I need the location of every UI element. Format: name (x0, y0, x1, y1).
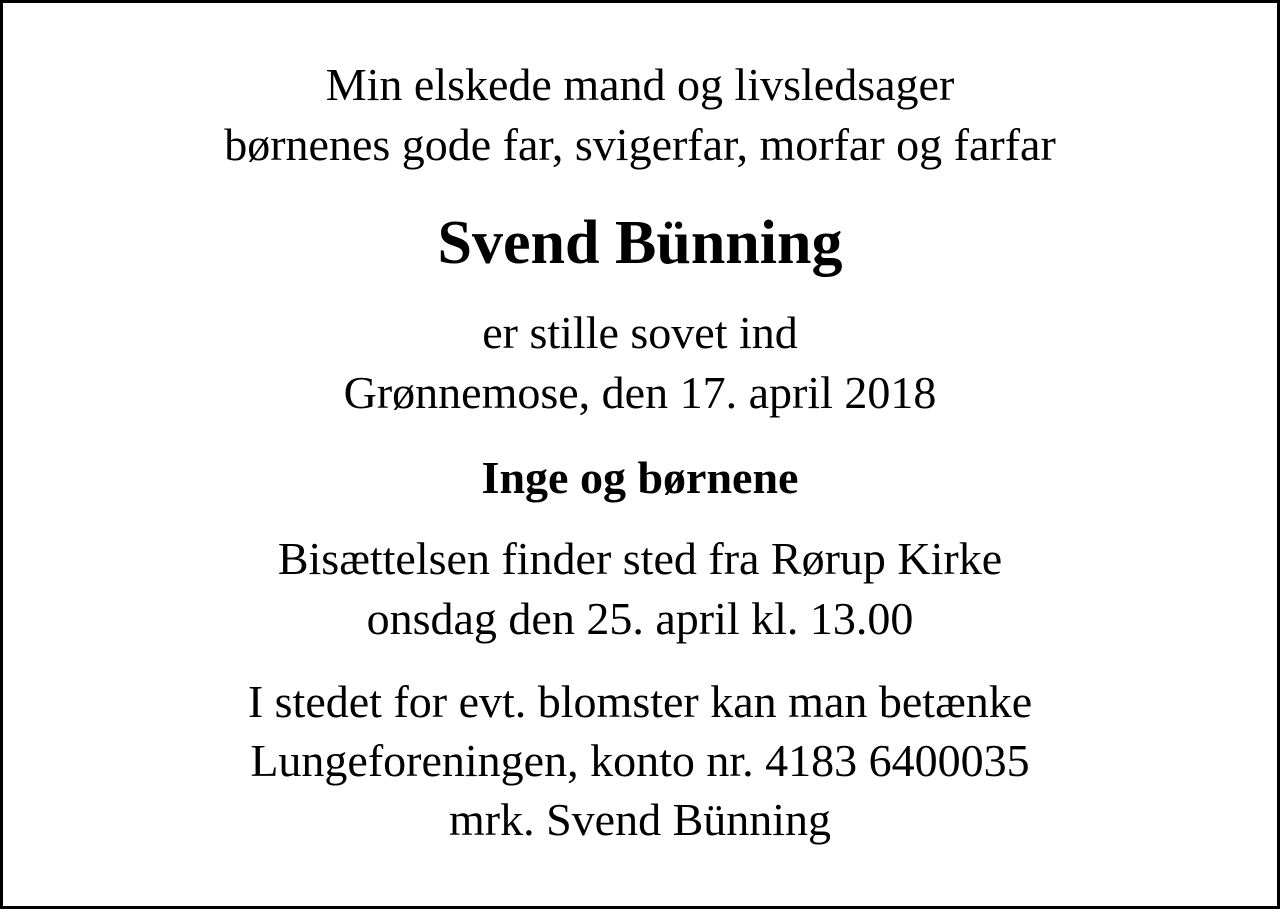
deceased-name: Svend Bünning (437, 209, 843, 277)
funeral-line-2: onsdag den 25. april kl. 13.00 (366, 593, 914, 644)
funeral-line-1: Bisættelsen finder sted fra Rørup Kirke (277, 533, 1003, 584)
intro-line-2: børnenes gode far, svigerfar, morfar og farfar (224, 119, 1056, 170)
donation-line-1: I stedet for evt. blomster kan man betænke (247, 676, 1033, 727)
signed-by: Inge og børnene (481, 452, 799, 503)
donation-line-3: mrk. Svend Bünning (448, 794, 832, 845)
passing-line-2: Grønnemose, den 17. april 2018 (343, 367, 937, 418)
intro-line-1: Min elskede mand og livsledsager (325, 59, 955, 110)
donation-line-2: Lungeforeningen, konto nr. 4183 6400035 (250, 735, 1030, 786)
passing-line-1: er stille sovet ind (482, 307, 798, 358)
